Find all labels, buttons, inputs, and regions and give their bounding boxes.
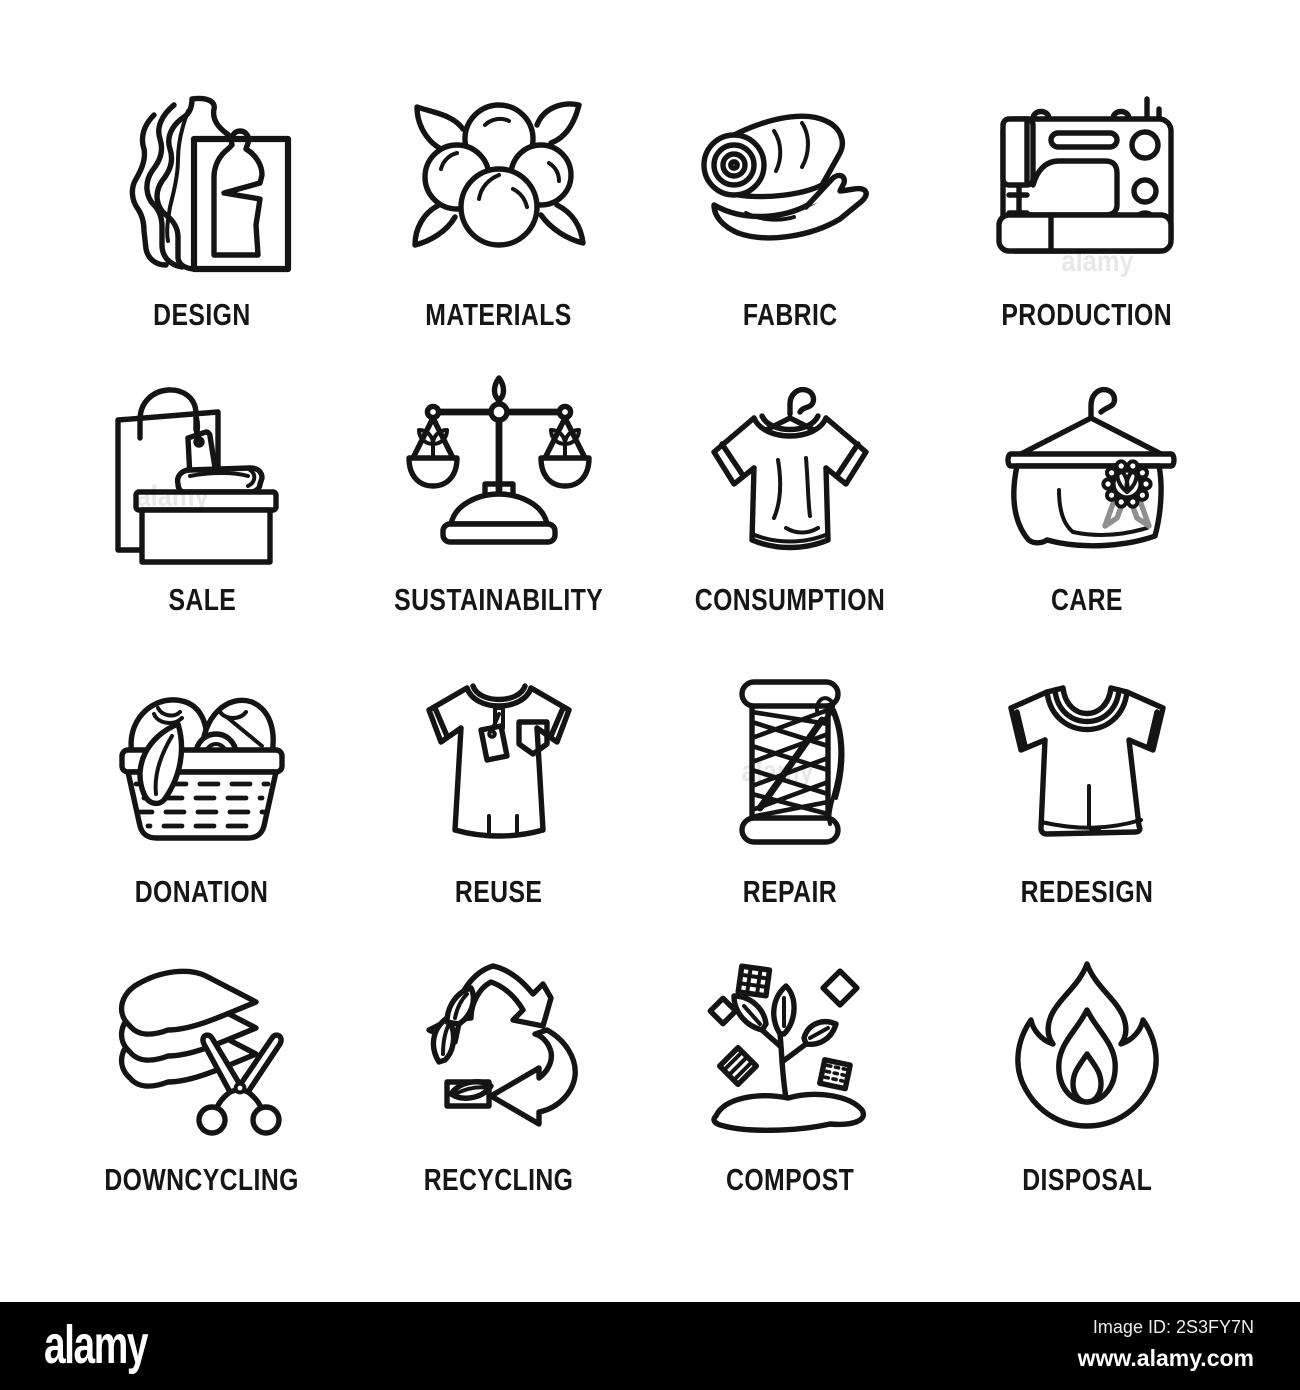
alamy-watermark-bar	[0, 1302, 1300, 1390]
icon-label: CARE	[1051, 582, 1123, 617]
icon-cell-compost	[650, 950, 930, 1198]
icon-cell-design	[62, 85, 342, 333]
icon-label: DISPOSAL	[1022, 1162, 1152, 1197]
cotton-icon	[399, 85, 599, 285]
ghost-watermark: alamy	[741, 755, 814, 788]
icon-label: DOWNCYCLING	[104, 1162, 300, 1197]
icon-label: SUSTAINABILITY	[394, 582, 604, 617]
icon-label: PRODUCTION	[1001, 297, 1173, 332]
alamy-url: www.alamy.com	[1077, 1345, 1254, 1371]
flame-icon	[987, 950, 1187, 1150]
icon-cell-disposal	[947, 950, 1227, 1198]
ghost-watermark: alamy	[1061, 245, 1134, 278]
image-id-text: Image ID: 2S3FY7N	[1092, 1317, 1254, 1337]
tshirt-tag-icon	[399, 662, 599, 862]
icon-label: REUSE	[455, 874, 543, 909]
tshirt-redesign-icon	[987, 662, 1187, 862]
fabric-scissors-icon	[102, 950, 302, 1150]
icon-label: REDESIGN	[1020, 874, 1154, 909]
textile-badge-icon	[987, 370, 1187, 570]
icon-label: RECYCLING	[424, 1162, 574, 1197]
icon-label: REPAIR	[742, 874, 838, 909]
icon-label: CONSUMPTION	[694, 582, 886, 617]
icon-cell-repair	[650, 662, 930, 910]
icon-cell-donation	[62, 662, 342, 910]
icon-label: MATERIALS	[425, 297, 573, 332]
clothes-basket-icon	[102, 662, 302, 862]
icon-label: DONATION	[135, 874, 269, 909]
alamy-logo: alamy	[44, 1315, 148, 1375]
icon-cell-care	[947, 370, 1227, 618]
icon-cell-reuse	[359, 662, 639, 910]
sewing-machine-icon	[987, 85, 1187, 285]
watermark-info	[1078, 1317, 1254, 1372]
shopping-bag-box-icon	[102, 370, 302, 570]
icon-cell-materials	[359, 85, 639, 333]
icon-cell-production	[947, 85, 1227, 333]
plant-scraps-icon	[690, 950, 890, 1150]
icon-cell-sale	[62, 370, 342, 618]
icon-label: COMPOST	[725, 1162, 855, 1197]
icon-cell-fabric	[650, 85, 930, 333]
recycle-leaves-icon	[399, 950, 599, 1150]
icon-cell-downcycling	[62, 950, 342, 1198]
mannequin-pattern-icon	[102, 85, 302, 285]
icon-label: DESIGN	[153, 297, 251, 332]
icon-cell-recycling	[359, 950, 639, 1198]
icon-label: FABRIC	[742, 297, 838, 332]
thread-needle-icon	[690, 662, 890, 862]
tshirt-hanger-icon	[690, 370, 890, 570]
icon-cell-sustainability	[359, 370, 639, 618]
icon-cell-consumption	[650, 370, 930, 618]
icon-label: SALE	[168, 582, 236, 617]
icon-cell-redesign	[947, 662, 1227, 910]
balance-scale-icon	[399, 370, 599, 570]
fabric-roll-icon	[690, 85, 890, 285]
